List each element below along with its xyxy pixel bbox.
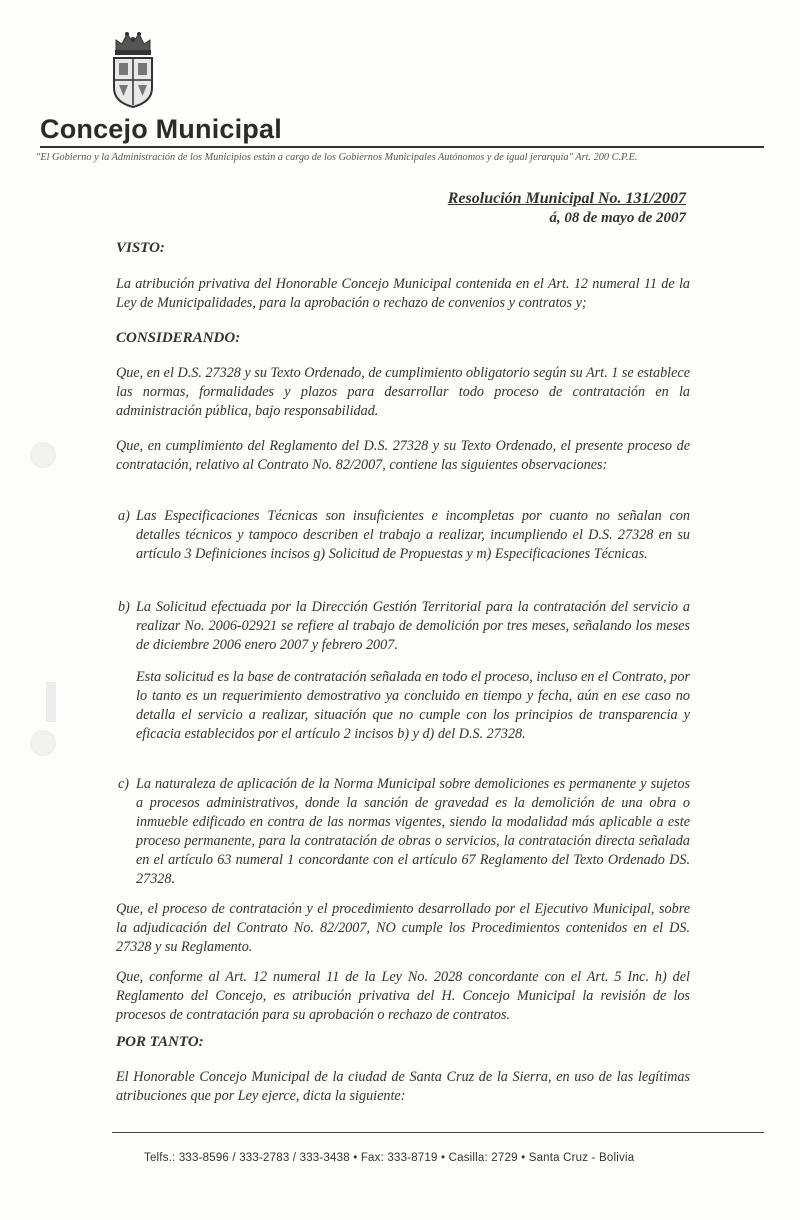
scan-smudge bbox=[46, 682, 56, 722]
portanto-paragraph: El Honorable Concejo Municipal de la ciudad de Santa Cruz de la Sierra, en uso de las legítimas atribuciones que por Ley ejerce, dicta la siguiente: bbox=[116, 1069, 690, 1104]
resolution-title: Resolución Municipal No. 131/2007 bbox=[447, 190, 686, 207]
considerando-paragraph-2: Que, en cumplimiento del Reglamento del D.S. 27328 y su Texto Ordenado, el presente proceso de contratación, relativo al Contrato No. 82/2007, contiene las siguientes observaciones: bbox=[116, 438, 690, 473]
considerando-paragraph-1: Que, en el D.S. 27328 y su Texto Ordenado, de cumplimiento obligatorio según su Art. 1 se establece las normas, formalidades y plazos para desarrollar todo proceso de contratación en la administración pública, bajo responsabilidad. bbox=[116, 365, 690, 419]
visto-paragraph: La atribución privativa del Honorable Concejo Municipal contenida en el Art. 12 numeral 11 de la Ley de Municipalidades, para la aprobación o rechazo de convenios y contratos y; bbox=[116, 276, 690, 311]
observation-b bbox=[118, 598, 690, 655]
footer-divider bbox=[112, 1132, 764, 1133]
observation-marker: b) bbox=[118, 599, 130, 615]
portanto-heading: POR TANTO: bbox=[116, 1034, 204, 1050]
observation-text: Las Especificaciones Técnicas son insuficientes e incompletas por cuanto no señalan con detalles técnicos y tampoco describen el trabajo a realizar, incumpliendo el D.S. 27328 en su artículo 3 Definiciones incisos g) Solicitud de Propuestas y m) Especificaciones Técnicas. bbox=[136, 508, 690, 562]
observation-marker: c) bbox=[118, 776, 130, 792]
considerando-paragraph-4: Que, conforme al Art. 12 numeral 11 de la Ley No. 2028 concordante con el Art. 5 Inc. h) del Reglamento del Concejo, es atribución privativa del H. Concejo Municipal la revisión de los procesos de contratación para su aprobación o rechazo de contratos. bbox=[116, 969, 690, 1023]
observation-marker: a) bbox=[118, 508, 130, 524]
observation-a bbox=[118, 507, 690, 564]
constitution-quote: "El Gobierno y la Administración de los Municipios están a cargo de los Gobiernos Municipales Autónomos y de igual jerarquía" Art. 200 C.P.E. bbox=[36, 152, 638, 163]
resolution-date: á, 08 de mayo de 2007 bbox=[549, 210, 686, 226]
footer-contact: Telfs.: 333-8596 / 333-2783 / 333-3438 • Fax: 333-8719 • Casilla: 2729 • Santa Cruz - Bolivia bbox=[144, 1152, 635, 1164]
observation-b-continued bbox=[118, 668, 690, 744]
observation-text: La Solicitud efectuada por la Dirección Gestión Territorial para la contratación del servicio a realizar No. 2006-02921 se refiere al trabajo de demolición por tres meses, señalando los meses de diciembre 2006 enero 2007 y febrero 2007. bbox=[136, 599, 690, 653]
observation-c bbox=[118, 775, 690, 889]
coat-of-arms-icon bbox=[108, 30, 158, 108]
header-divider bbox=[40, 146, 764, 148]
institution-name: Concejo Municipal bbox=[40, 114, 282, 144]
observation-text: Esta solicitud es la base de contratación señalada en todo el proceso, incluso en el Contrato, por lo tanto es un requerimiento demostrativo ya concluido en tiempo y fecha, aún en ese caso no detalla el servicio a realizar, situación que no cumple con los principios de transparencia y eficacia establecidos por el artículo 2 incisos b) y d) del D.S. 27328. bbox=[136, 669, 690, 742]
considerando-paragraph-3: Que, el proceso de contratación y el procedimiento desarrollado por el Ejecutivo Municipal, sobre la adjudicación del Contrato No. 82/2007, NO cumple los Procedimientos contenidos en el DS. 27328 y su Reglamento. bbox=[116, 901, 690, 955]
visto-heading: VISTO: bbox=[116, 240, 165, 256]
punch-hole bbox=[30, 442, 56, 468]
observation-text: La naturaleza de aplicación de la Norma Municipal sobre demoliciones es permanente y sujetos a procesos administrativos, donde la sanción de gravedad es la demolición de una obra o inmueble edificado en contra de las normas vigentes, siendo la modalidad más aplicable a este proceso permanente, para la contratación de obras o servicios, la contratación directa señalada en el artículo 63 numeral 1 concordante con el artículo 67 Reglamento del Texto Ordenado DS. 27328. bbox=[136, 776, 690, 887]
punch-hole bbox=[30, 730, 56, 756]
considerando-heading: CONSIDERANDO: bbox=[116, 330, 241, 346]
